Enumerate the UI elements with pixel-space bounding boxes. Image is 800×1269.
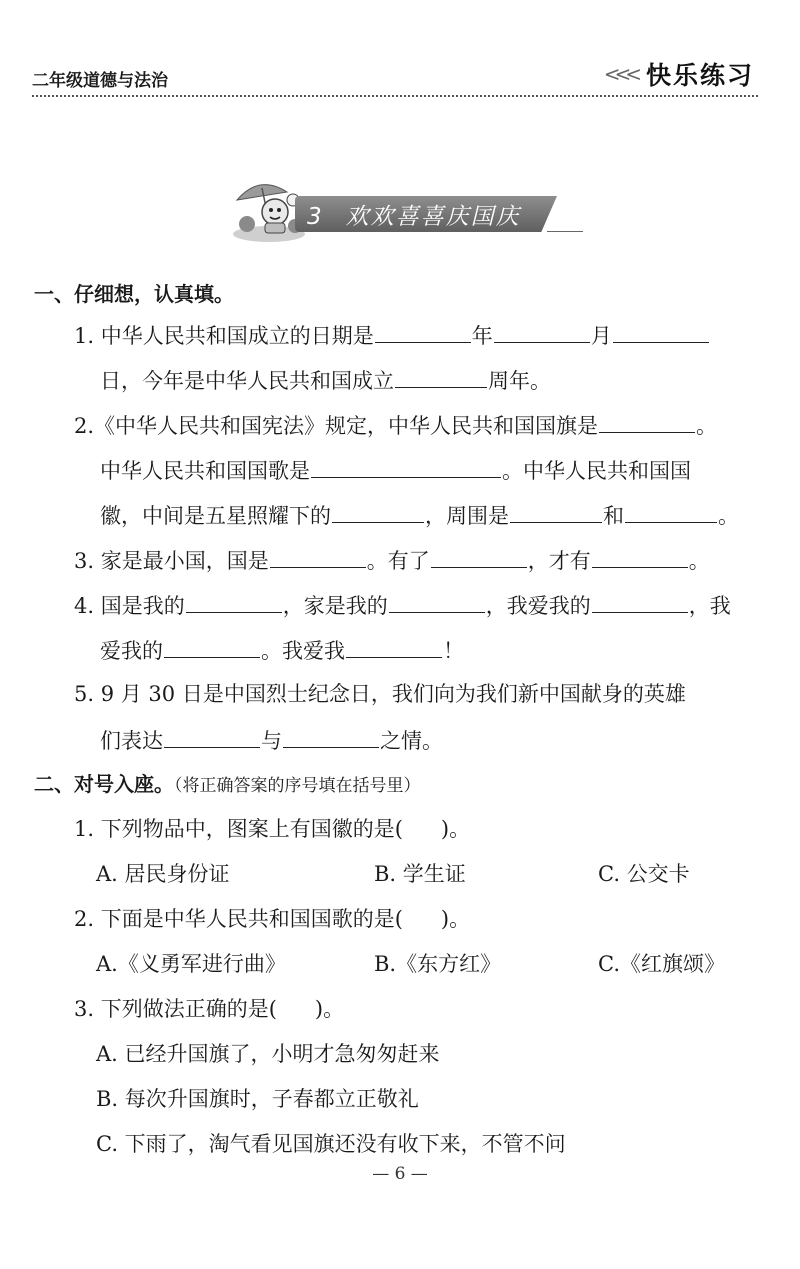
s1-q2-text-d: 。中华人民共和国国 [502,459,691,483]
s2-q1 [74,815,470,843]
blank-q5-2[interactable] [283,725,379,748]
s1-q1-text-e: 周年。 [488,369,551,393]
s1-q1-text-b: 年 [471,324,493,348]
s1-q2-text-h: 。 [718,504,739,528]
header-right [604,56,754,92]
s1-q4-text-e: 爱我的 [100,639,163,663]
s2-q1-stem: 1. 下列物品中，图案上有国徽的是( [74,817,403,841]
lesson-title [307,198,521,231]
s1-q5-text-b: 们表达 [100,729,163,753]
s1-q4-text-a: 4. 国是我的 [74,594,185,618]
banner-underline [547,231,583,232]
s1-q4-line1 [74,590,731,620]
s1-q2-text-f: ，周围是 [425,504,509,528]
s1-q2-text-e: 徽，中间是五星照耀下的 [100,504,331,528]
blank-day[interactable] [613,320,709,343]
section2-title-text: 二、对号入座。 [34,772,174,796]
s2-q1-end: )。 [440,817,471,841]
s2-q2-opt-a[interactable]: A.《义勇军进行曲》 [96,952,286,976]
blank-q3-2[interactable] [431,545,527,568]
section2-note: （将正确答案的序号填在括号里） [174,776,421,796]
s2-q2-opt-b[interactable]: B.《东方红》 [374,952,502,976]
book-subject-title: 二年级道德与法治 [32,71,168,91]
section1-title: 一、仔细想，认真填。 [34,282,234,306]
s2-q2-end: )。 [440,907,471,931]
series-title: 快乐练习 [645,61,754,90]
s2-q3-opt-c[interactable]: C. 下雨了，淘气看见国旗还没有收下来，不管不问 [96,1132,566,1156]
s1-q5-line2 [100,725,443,755]
blank-q4-3[interactable] [592,590,688,613]
s2-q2 [74,905,470,933]
s1-q3-text-a: 3. 家是最小国，国是 [74,549,269,573]
s1-q1-line2 [100,365,551,395]
s1-q2-text-g: 和 [603,504,624,528]
chevrons-left-icon: <<< [603,62,636,86]
s2-q3-opt-a[interactable]: A. 已经升国旗了，小明才急匆匆赶来 [96,1042,440,1066]
s1-q3 [74,545,710,575]
s1-q4-text-c: ，我爱我的 [485,594,591,618]
blank-q4-4[interactable] [164,635,260,658]
header-divider [32,95,758,97]
s1-q4-line2 [100,635,464,665]
lesson-title-text: 欢欢喜喜庆国庆 [345,204,521,230]
blank-anniversary[interactable] [395,365,487,388]
s2-q3-stem: 3. 下列做法正确的是( [74,997,277,1021]
s1-q1-line1 [74,320,710,350]
s1-q5-text-d: 之情。 [380,729,443,753]
s1-q2-line1 [74,410,717,440]
s1-q3-text-c: ，才有 [527,549,591,573]
s1-q1-text-c: 月 [590,324,612,348]
lesson-number: 3 [307,204,324,230]
s1-q3-text-d: 。 [688,549,710,573]
blank-q3-1[interactable] [270,545,366,568]
s1-q5-line1 [74,680,686,708]
blank-q5-1[interactable] [164,725,260,748]
s1-q3-text-b: 。有了 [366,549,430,573]
s1-q2-text-a: 2.《中华人民共和国宪法》规定，中华人民共和国国旗是 [74,414,599,438]
s1-q1-text-d: 日，今年是中华人民共和国成立 [100,369,394,393]
blank-q4-1[interactable] [186,590,282,613]
lesson-banner [229,178,589,244]
blank-national-anthem[interactable] [311,455,501,478]
blank-emblem-center[interactable] [332,500,424,523]
blank-emblem-around-1[interactable] [510,500,602,523]
s1-q2-line2 [100,455,691,485]
s1-q2-text-c: 中华人民共和国国歌是 [100,459,310,483]
s2-q3-opt-b[interactable]: B. 每次升国旗时，子春都立正敬礼 [96,1087,419,1111]
s1-q1-text-a: 1. 中华人民共和国成立的日期是 [74,324,374,348]
s1-q5-text-c: 与 [261,729,282,753]
s1-q4-text-d: ，我 [688,594,731,618]
blank-q4-2[interactable] [389,590,485,613]
s2-q2-stem: 2. 下面是中华人民共和国国歌的是( [74,907,403,931]
s1-q5-text-a: 5. 9 月 30 日是中国烈士纪念日，我们向为我们新中国献身的英雄 [74,682,686,706]
s2-q1-opt-b[interactable]: B. 学生证 [374,862,466,886]
s2-q1-opt-c[interactable]: C. 公交卡 [598,862,690,886]
s1-q4-text-b: ，家是我的 [282,594,388,618]
s2-q1-opt-a[interactable]: A. 居民身份证 [96,862,230,886]
page-number: — 6 — [372,1164,428,1184]
blank-emblem-around-2[interactable] [625,500,717,523]
s2-q2-opt-c[interactable]: C.《红旗颂》 [598,952,725,976]
blank-national-flag[interactable] [599,410,695,433]
s2-q3 [74,995,344,1023]
blank-month[interactable] [494,320,590,343]
s2-q3-end: )。 [314,997,345,1021]
s1-q4-text-g: ！ [443,639,464,663]
s1-q4-text-f: 。我爱我 [261,639,345,663]
section2-title [34,770,421,800]
blank-q3-3[interactable] [592,545,688,568]
s1-q2-text-b: 。 [696,414,718,438]
blank-q4-5[interactable] [346,635,442,658]
blank-year[interactable] [375,320,471,343]
s1-q2-line3 [100,500,739,530]
